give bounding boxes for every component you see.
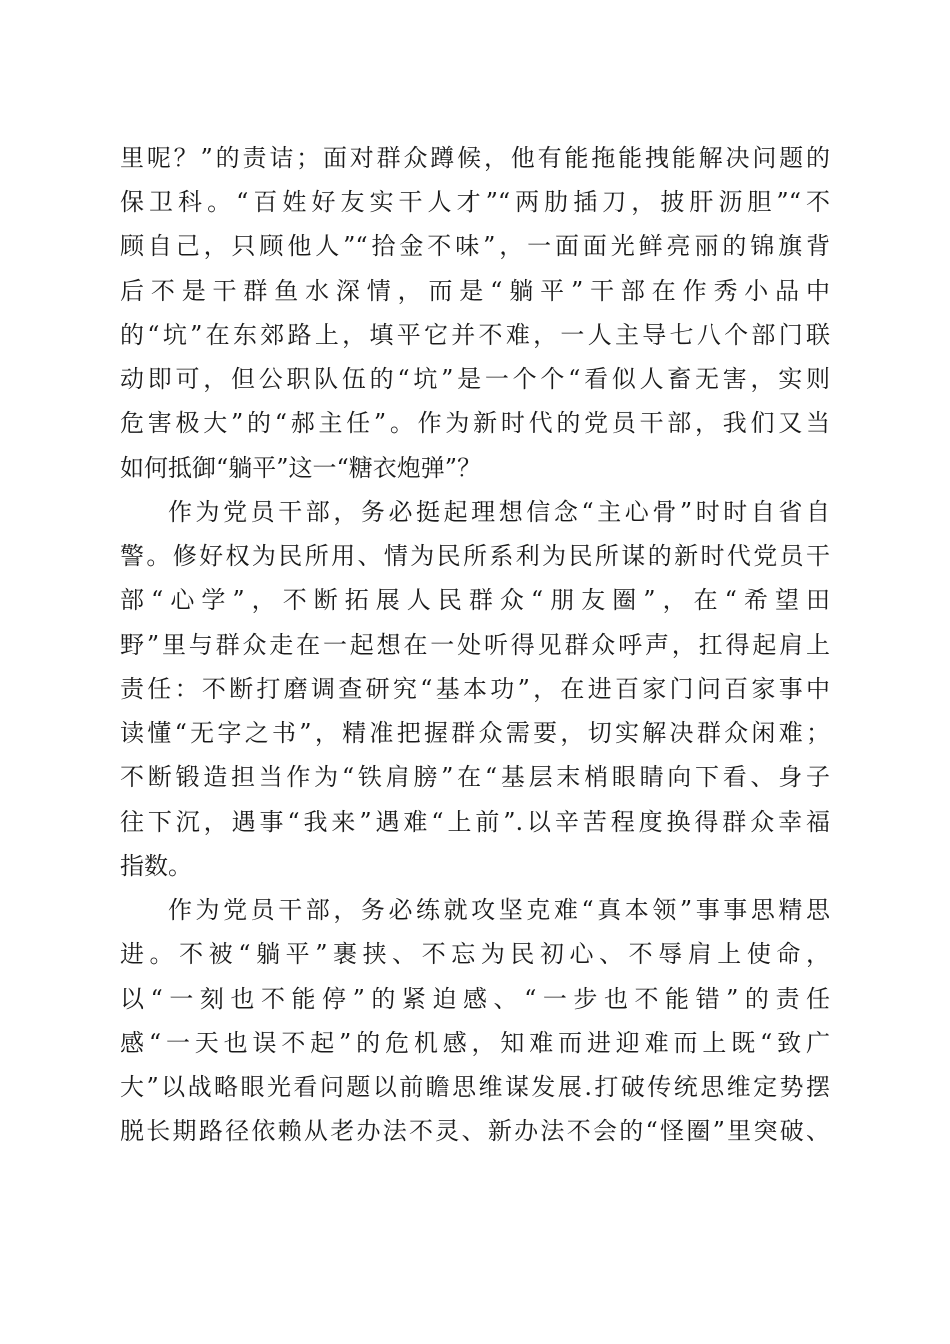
text-line: 不断锻造担当作为“铁肩膀”在“基层末梢眼睛向下看、身子 (120, 763, 830, 791)
text-line: 警。修好权为民所用、情为民所系利为民所谋的新时代党员干 (120, 542, 830, 570)
paragraph-first-line: 作为党员干部，务必挺起理想信念“主心骨”时时自省自 (168, 498, 830, 526)
text-line: 指数。 (120, 852, 192, 880)
text-line: 动即可，但公职队伍的“坑”是一个个“看似人畜无害，实则 (120, 365, 830, 393)
text-line: 保卫科。“百姓好友实干人才”“两肋插刀，披肝沥胆”“不 (120, 188, 830, 216)
text-line: 如何抵御“躺平”这一“糖衣炮弹”？ (120, 454, 482, 482)
text-line: 大”以战略眼光看问题以前瞻思维谋发展.打破传统思维定势摆 (120, 1073, 830, 1101)
text-line: 的“坑”在东郊路上，填平它并不难，一人主导七八个部门联 (120, 321, 830, 349)
text-line: 顾自己，只顾他人”“拾金不味”，一面面光鲜亮丽的锦旗背 (120, 232, 830, 260)
text-line: 感“一天也误不起”的危机感，知难而进迎难而上既“致广 (120, 1029, 830, 1057)
text-line: 以“一刻也不能停”的紧迫感、“一步也不能错”的责任 (120, 985, 830, 1013)
text-line: 进。不被“躺平”裹挟、不忘为民初心、不辱肩上使命， (120, 940, 830, 968)
text-line: 后不是干群鱼水深情，而是“躺平”干部在作秀小品中 (120, 277, 830, 305)
text-line: 读懂“无字之书”，精准把握群众需要，切实解决群众闲难； (120, 719, 830, 747)
text-line: 责任：不断打磨调查研究“基本功”，在进百家门问百家事中 (120, 675, 830, 703)
text-line: 脱长期路径依赖从老办法不灵、新办法不会的“怪圈”里突破、 (120, 1117, 830, 1145)
text-line: 危害极大”的“郝主任”。作为新时代的党员干部，我们又当 (120, 409, 830, 437)
paragraph-first-line: 作为党员干部，务必练就攻坚克难“真本领”事事思精思 (168, 896, 830, 924)
text-line: 部“心学”，不断拓展人民群众“朋友圈”，在“希望田 (120, 586, 830, 614)
text-line: 里呢？”的责诘；面对群众蹲候，他有能拖能拽能解决问题的 (120, 144, 830, 172)
text-line: 野”里与群众走在一起想在一处听得见群众呼声，扛得起肩上 (120, 631, 830, 659)
text-line: 往下沉，遇事“我来”遇难“上前”.以辛苦程度换得群众幸福 (120, 808, 830, 836)
